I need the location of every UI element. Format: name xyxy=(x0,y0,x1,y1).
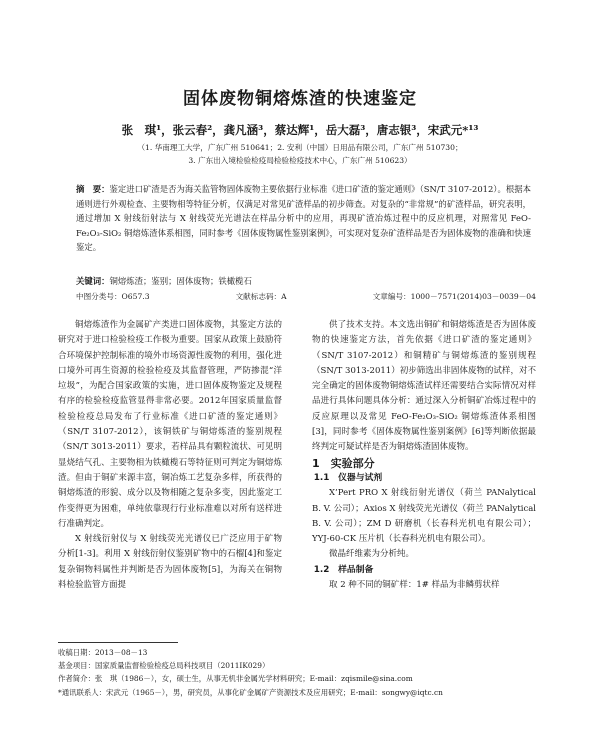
keywords xyxy=(76,275,531,287)
clc-number: 中图分类号：O657.3 xyxy=(76,292,150,301)
footnote-corresponding-author: *通讯联系人：宋武元（1965－），男，研究员，从事化矿金属矿产资源技术及应用研究；E-mail：songwy@iqtc.cn xyxy=(58,687,443,697)
intro-paragraph-2: X 射线衍射仪与 X 射线荧光光谱仪已广泛应用于矿物分析[1-3]。利用 X 射线衍射仪鉴别矿物中的石榴[4]和鉴定复杂铜物料属性并判断是否为固体废物[5]，为海关在铜物料检验监管方面提 xyxy=(58,534,282,591)
intro-paragraph-1: 铜熔炼渣作为金属矿产类进口固体废物，其鉴定方法的研究对于进口检验检疫工作极为重要。国家从政策上鼓励符合环境保护控制标准的境外市场资源性废物的利用，强化进口境外可再生资源的检验检疫及其监督管理，严防掺混“洋垃圾”，为配合国家政策的实施，进口固体废物鉴定及规程有序的检验检疫监管显得非常必要。2012年国家质量监督检验检疫总局发布了行业标准《进口矿渣的鉴定通则》（SN/T 3107-2012），该铜铁矿与铜熔炼渣的鉴别规程（SN/T 3013-2011）要求，若样品具有颗粒流状、可见明显烧结气孔、主要物相为铁橄榄石等特征则可判定为铜熔炼渣。但由于铜矿来源丰富，铜冶炼工艺复杂多样，所获得的铜熔炼渣的形貌、成分以及物相随之复杂多变，因此鉴定工作变得更为困难，单纯依靠现行行业标准难以对所有送样进行准确判定。 xyxy=(58,320,282,529)
affiliation-line-2: 3. 广东出入境检验检疫局检验检疫技术中心，广东广州 510623） xyxy=(188,156,412,165)
document-code: 文献标志码：A xyxy=(235,292,287,301)
classification-row xyxy=(76,291,536,302)
left-column xyxy=(58,318,282,593)
abstract xyxy=(76,182,531,255)
footnote-received-date: 收稿日期：2013－08－13 xyxy=(58,648,148,657)
author-list: 张 琪¹，张云春²，龚凡涵³，蔡达辉¹，岳大磊³，唐志银³，宋武元*¹³ xyxy=(121,123,479,137)
abstract-label: 摘 要： xyxy=(76,184,110,194)
keywords-label: 关键词： xyxy=(76,276,110,286)
right-column xyxy=(312,318,536,593)
article-number: 文章编号：1000－7571(2014)03－0039－04 xyxy=(372,292,536,301)
reagent-paragraph: 微晶纤维素为分析纯。 xyxy=(329,549,415,560)
subsection-heading-sample-prep: 1.2 样品制备 xyxy=(313,564,374,575)
section-heading-experimental: 1 实验部分 xyxy=(312,456,375,470)
abstract-text: 鉴定进口矿渣是否为海关监管物固体废物主要依据行业标准《进口矿渣的鉴定通则》（SN/T 3107-2012）。根据本通则进行外观检查、主要物相等特征分析，仅满足对常见矿渣样品的初步筛查。对复杂的“非常规”的矿渣样品，研究表明，通过增加 X 射线衍射法与 X 射线荧光光谱法在样品分析中的应用，再现矿渣冶炼过程中的反应机理，对照常见 FeO-Fe₂O₃-SiO₂ 铜熔炼渣体系相图，同时参考《固体废物属性鉴别案例》，可实现对复杂矿渣样品是否为固体废物的准确和快速鉴定。 xyxy=(76,184,531,253)
intro-paragraph-3: 供了技术支持。本文选出铜矿和铜熔炼渣是否为固体废物的快速鉴定方法，首先依据《进口矿渣的鉴定通则》（SN/T 3107-2012）和铜精矿与铜熔炼渣的鉴别规程（SN/T 3013-2011）初步筛选出非固体废物的试样，对不完全确定的固体废物铜熔炼渣试样还需要结合实际情况对样品进行具体问题具体分析：通过深入分析铜矿冶炼过程中的反应原理以及常见 FeO-Fe₂O₃-SiO₂ 铜熔炼渣体系相图[3]，同时参考《固体废物属性鉴别案例》[6]等判断依据最终判定可疑试样是否为铜熔炼渣固体废物。 xyxy=(312,320,536,453)
footnote-author-bio: 作者简介：张 琪（1986－），女，硕士生，从事无机非金属光学材料研究；E-mail：zqismile@sina.com xyxy=(58,674,413,684)
instruments-paragraph: X’Pert PRO X 射线衍射光谱仪（荷兰 PANalytical B. V. 公司）；Axios X 射线荧光光谱仪（荷兰 PANalytical B. V. 公司）；ZM D 研磨机（长春科光机电有限公司）；YYJ-60-CK 压片机（长春科光机电有限公司）。 xyxy=(312,488,536,545)
footnote-funding: 基金项目：国家质量监督检验检疫总局科技项目（2011IK029） xyxy=(58,661,270,671)
keywords-text: 铜熔炼渣；鉴别；固体废物；铁橄榄石 xyxy=(109,276,252,286)
footnotes xyxy=(58,646,558,699)
article-title: 固体废物铜熔炼渣的快速鉴定 xyxy=(183,89,417,109)
sample-paragraph: 取 2 种不同的铜矿样：1# 样品为非鳞剪状样 xyxy=(329,580,500,591)
affiliation-line-1: （1. 华南理工大学，广东广州 510641；2. 安利（中国）日用品有限公司，广东广州 510730； xyxy=(137,143,463,152)
subsection-heading-instruments: 1.1 仪器与试剂 xyxy=(313,472,383,483)
footnote-divider xyxy=(58,642,178,643)
